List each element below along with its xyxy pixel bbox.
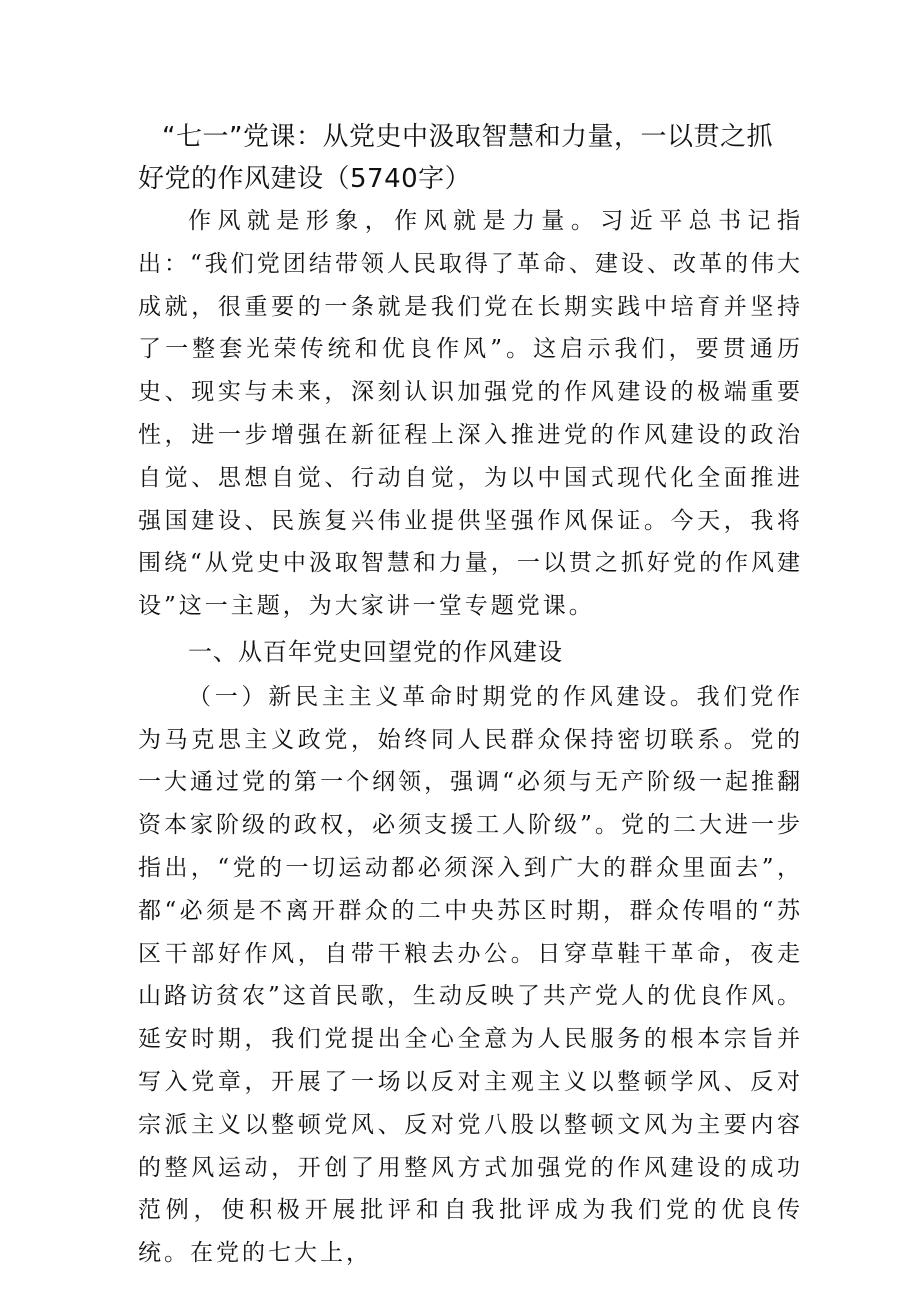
section-paragraph: （一）新民主主义革命时期党的作风建设。我们党作为马克思主义政党，始终同人民群众保持密切联系。党的一大通过党的第一个纲领，强调“必须与无产阶级一起推翻资本家阶级的政权，必须支援工人阶级”。党的二大进一步指出，“党的一切运动都必须深入到广大的群众里面去”，都“必须是不离开群众的二中央苏区时期，群众传唱的“苏区干部好作风，自带干粮去办公。日穿草鞋干革命，夜走山路访贫农”这首民歌，生动反映了共产党人的优良作风。延安时期，我们党提出全心全意为人民服务的根本宗旨并写入党章，开展了一场以反对主观主义以整顿学风、反对宗派主义以整顿党风、反对党八股以整顿文风为主要内容的整风运动，开创了用整风方式加强党的作风建设的成功范例，使积极开展批评和自我批评成为我们党的优良传统。在党的七大上， xyxy=(138,683,803,1267)
intro-paragraph: 作风就是形象，作风就是力量。习近平总书记指出：“我们党团结带领人民取得了革命、建设、改革的伟大成就，很重要的一条就是我们党在长期实践中培育并坚持了一整套光荣传统和优良作风”。这启示我们，要贯通历史、现实与未来，深刻认识加强党的作风建设的极端重要性，进一步增强在新征程上深入推进党的作风建设的政治自觉、思想自觉、行动自觉，为以中国式现代化全面推进强国建设、民族复兴伟业提供坚强作风保证。今天，我将围绕“从党史中汲取智慧和力量，一以贯之抓好党的作风建设”这一主题，为大家讲一堂专题党课。 xyxy=(138,208,803,620)
document-title: “七一”党课：从党史中汲取智慧和力量，一以贯之抓好党的作风建设（5740字） xyxy=(138,122,773,194)
section-heading: 一、从百年党史回望党的作风建设 xyxy=(188,637,563,666)
document-body xyxy=(138,200,803,1275)
